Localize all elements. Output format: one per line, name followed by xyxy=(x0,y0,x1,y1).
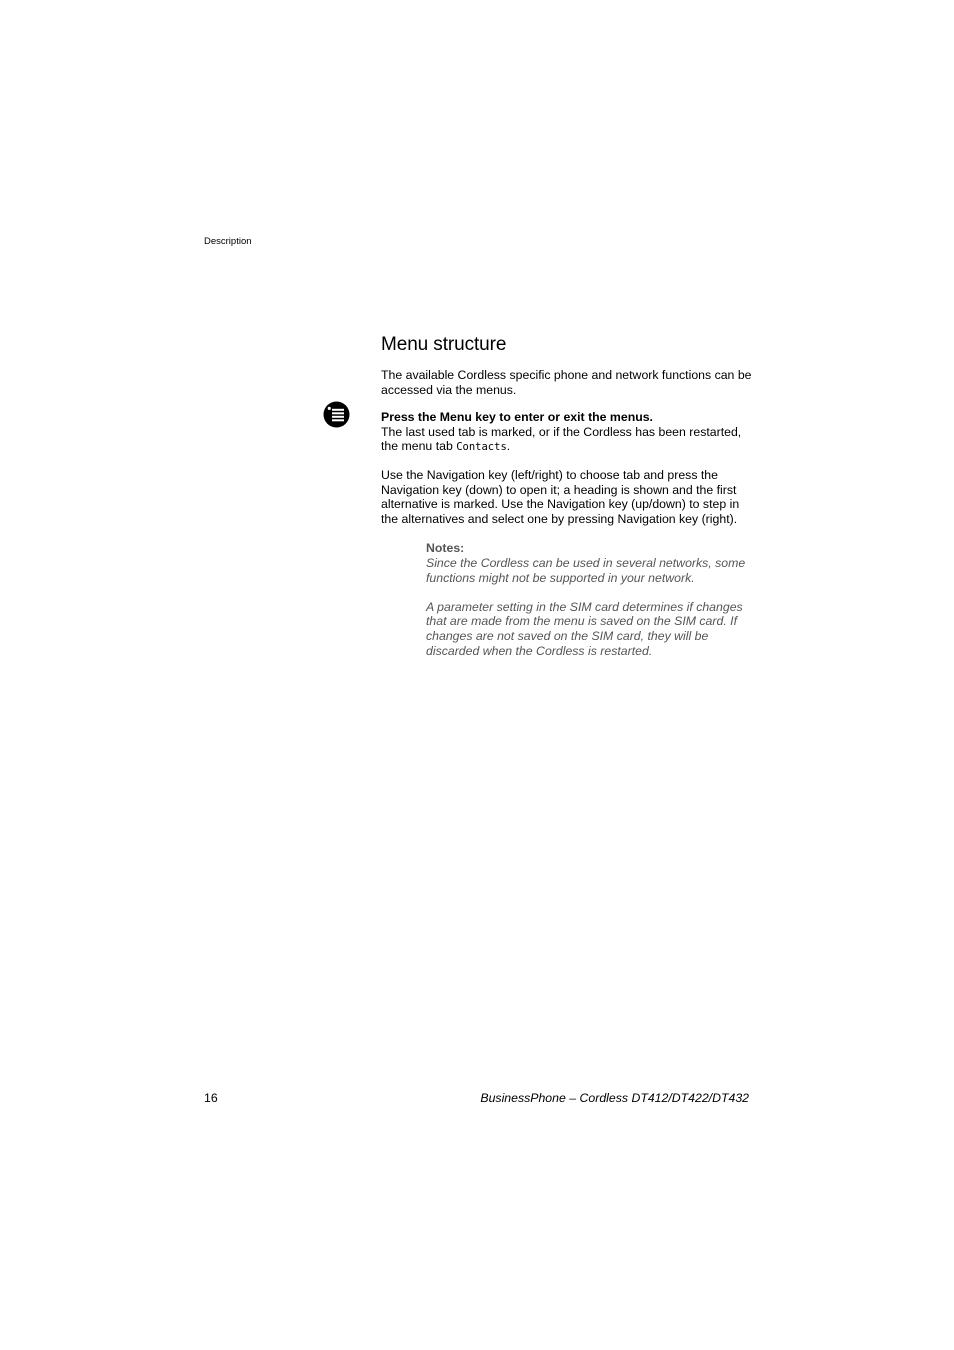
intro-paragraph: The available Cordless specific phone and network functions can be accessed via the menus. xyxy=(381,368,752,397)
instruction-text-before: The last used tab is marked, or if the Cordless has been restarted, the menu tab xyxy=(381,424,742,454)
notes-heading: Notes: xyxy=(426,541,465,556)
page-number: 16 xyxy=(204,1091,218,1105)
instruction-text-after: . xyxy=(506,439,511,454)
instruction-heading: Press the Menu key to enter or exit the menus. xyxy=(381,410,653,425)
menu-key-instruction xyxy=(381,410,753,455)
instruction-body xyxy=(381,425,753,455)
section-title: Menu structure xyxy=(381,334,507,355)
running-header: Description xyxy=(204,236,252,247)
note-item: A parameter setting in the SIM card determines if changes that are made from the menu is saved on the SIM card. If changes are not saved on the SIM card, they will be discarded when the Cordless is restarted. xyxy=(426,599,743,658)
document-title: BusinessPhone – Cordless DT412/DT422/DT432 xyxy=(480,1091,749,1105)
main-content xyxy=(381,333,753,658)
menu-tab-name: Contacts xyxy=(456,441,507,454)
note-item: Since the Cordless can be used in several networks, some functions might not be supported in your network. xyxy=(426,555,746,585)
navigation-paragraph: Use the Navigation key (left/right) to choose tab and press the Navigation key (down) to open it; a heading is shown and the first alternative is marked. Use the Navigation key (up/down) to step in the alternatives and select one by pressing Navigation key (right). xyxy=(381,467,740,526)
menu-key-icon xyxy=(323,401,350,428)
notes-box xyxy=(426,541,756,658)
